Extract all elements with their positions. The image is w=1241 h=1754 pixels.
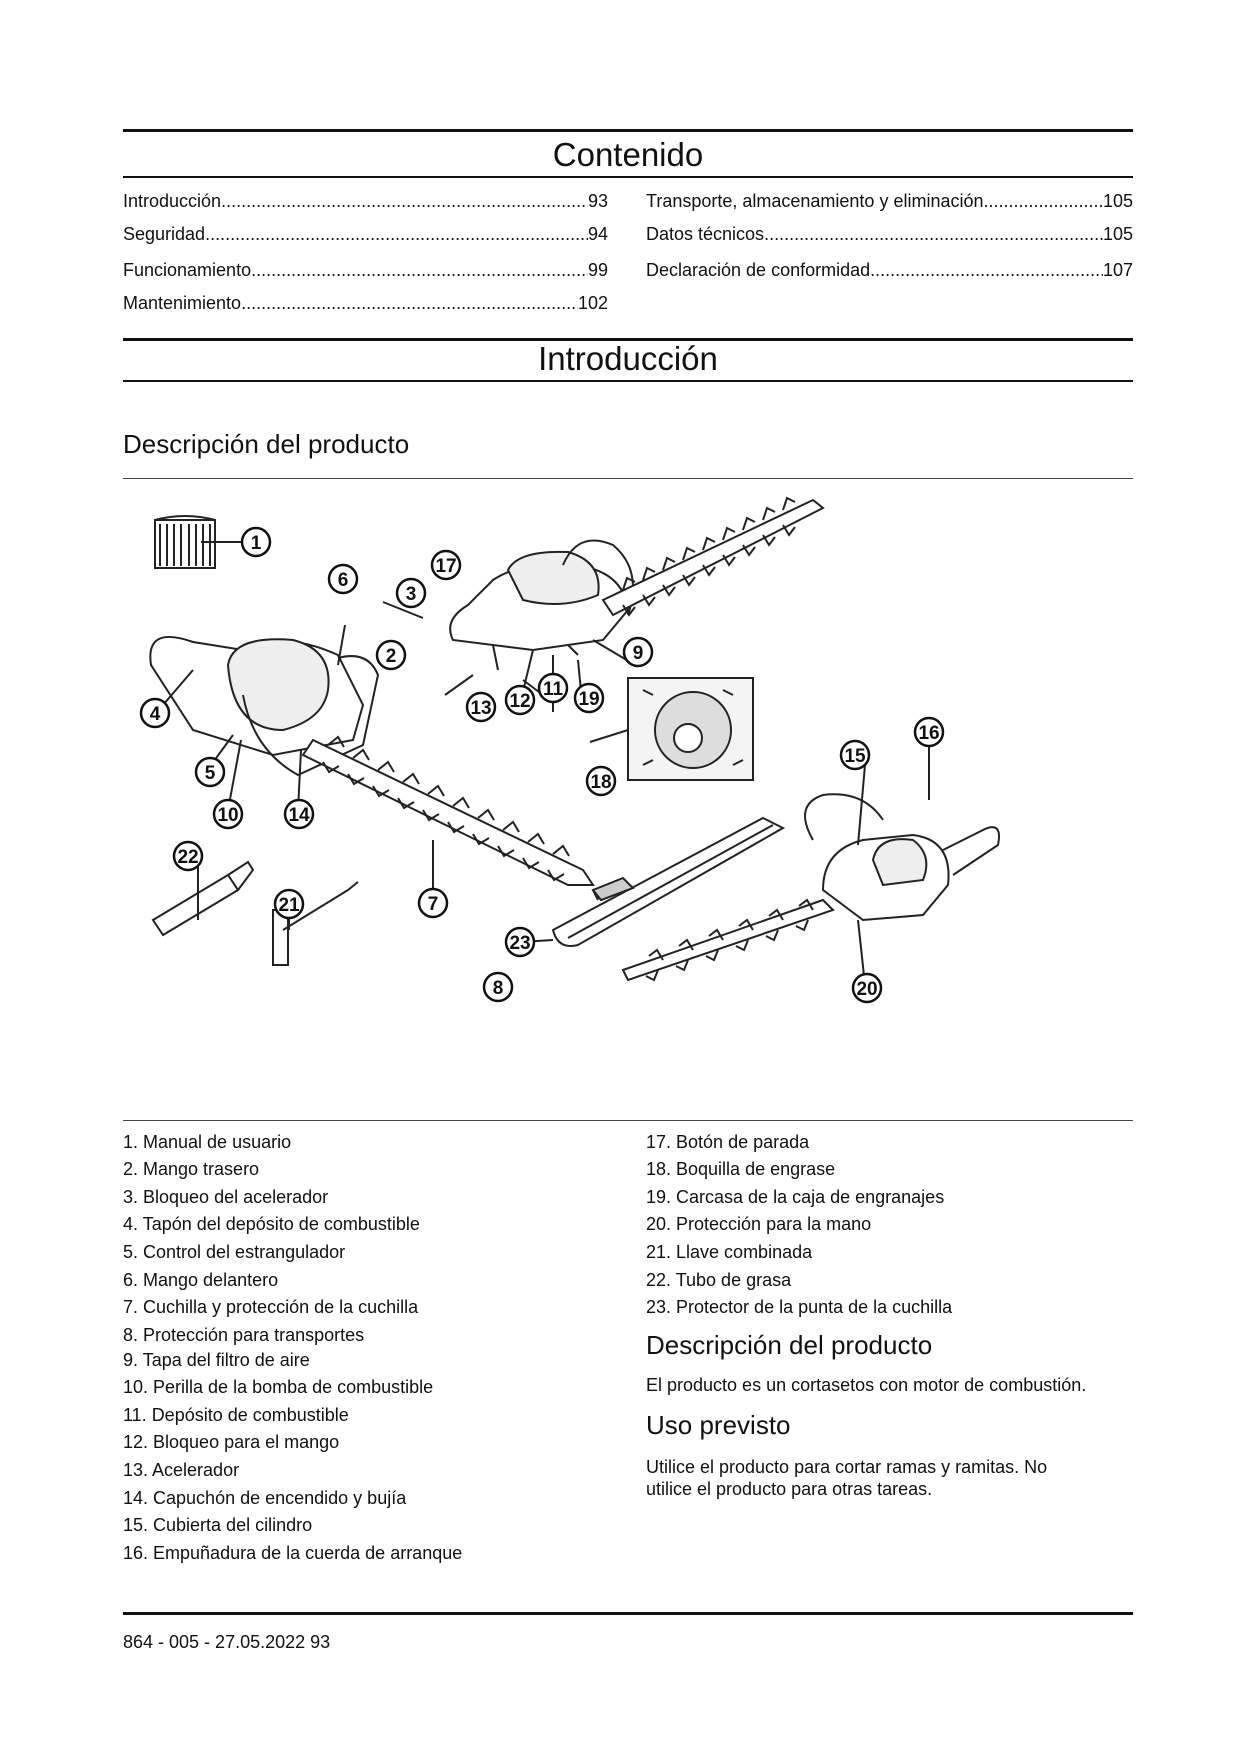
callout-label: 11 [542,679,564,700]
callout-12 [506,686,534,714]
toc-entry-page: 105 [1102,224,1133,244]
callout-label: 5 [204,763,216,784]
part-item: 20. Protección para la mano [646,1214,872,1234]
callout-20 [853,974,881,1002]
part-item: 17. Botón de parada [646,1132,810,1152]
callout-label: 23 [509,933,531,954]
toc-entry-datos-tecnicos[interactable] [646,223,1133,245]
part-item: 7. Cuchilla y protección de la cuchilla [123,1297,419,1317]
callout-5 [196,758,224,786]
part-item: 9. Tapa del filtro de aire [123,1350,310,1370]
callout-label: 22 [177,847,199,868]
part-item: 13. Acelerador [123,1460,240,1480]
toc-title: Contenido [552,136,704,173]
callout-10 [214,800,242,828]
callout-label: 1 [250,533,262,554]
callout-3 [397,579,425,607]
callout-14 [285,800,313,828]
toc-entry-page: 107 [1102,260,1133,280]
callout-label: 10 [217,805,239,826]
callout-23 [506,928,534,956]
callout-6 [329,565,357,593]
callout-label: 14 [288,805,310,826]
diagram-bottom-rule [123,1120,1133,1121]
part-item: 16. Empuñadura de la cuerda de arranque [123,1543,463,1563]
callout-8 [484,973,512,1001]
toc-entry-label: Transporte, almacenamiento y eliminación [646,191,984,211]
callout-label: 13 [470,698,492,719]
toc-entry-label: Funcionamiento [123,260,252,280]
callout-label: 15 [844,746,866,767]
part-item: 3. Bloqueo del acelerador [123,1187,329,1207]
toc-entry-page: 93 [587,191,608,211]
callout-label: 18 [590,772,612,793]
part-item: 11. Depósito de combustible [123,1405,349,1425]
section-rule-bottom [123,380,1133,382]
callout-label: 21 [278,895,300,916]
callout-1 [242,528,270,556]
part-item: 18. Boquilla de engrase [646,1159,836,1179]
toc-entry-page: 94 [587,224,608,244]
footer-rule [123,1612,1133,1615]
toc-title-rule [123,176,1133,178]
callout-15 [841,741,869,769]
description-text: El producto es un cortasetos con motor de combustión. [646,1375,1087,1395]
callout-label: 4 [149,704,161,725]
callout-label: 3 [405,584,417,605]
part-item: 2. Mango trasero [123,1159,260,1179]
grease-tube-drawing [153,862,253,935]
callout-label: 16 [918,723,940,744]
callout-19 [575,684,603,712]
callout-22 [174,842,202,870]
callout-label: 17 [435,556,457,577]
callout-16 [915,718,943,746]
part-item: 6. Mango delantero [123,1270,279,1290]
top-rule [123,129,1133,132]
part-item: 23. Protector de la punta de la cuchilla [646,1297,953,1317]
part-item: 5. Control del estrangulador [123,1242,346,1262]
callout-7 [419,889,447,917]
footer-text: 864 - 005 - 27.05.2022 93 [123,1632,331,1652]
toc-entry-label: Mantenimiento [123,293,242,313]
toc-entry-transporte[interactable] [646,190,1133,212]
callout-2 [377,641,405,669]
toc-entry-page: 99 [587,260,608,280]
callout-label: 20 [856,979,878,1000]
callout-18 [587,767,615,795]
callout-label: 8 [492,978,504,999]
part-item: 21. Llave combinada [646,1242,813,1262]
callout-21 [275,890,303,918]
intended-use-text: Utilice el producto para cortar ramas y ramitas. No utilice el producto para otras tareas. [646,1457,1048,1499]
part-item: 12. Bloqueo para el mango [123,1432,340,1452]
callout-label: 12 [509,691,531,712]
part-item: 15. Cubierta del cilindro [123,1515,313,1535]
toc-entry-introduccion[interactable] [123,190,608,212]
intended-use-heading: Uso previsto [646,1410,791,1440]
description-heading: Descripción del producto [646,1330,933,1360]
toc-entry-seguridad[interactable] [123,223,608,245]
part-item: 8. Protección para transportes [123,1325,365,1345]
part-item: 22. Tubo de grasa [646,1270,792,1290]
callout-13 [467,693,495,721]
callout-label: 2 [385,646,397,667]
toc-entry-label: Introducción [123,191,222,211]
toc-entry-label: Datos técnicos [646,224,765,244]
part-item: 14. Capuchón de encendido y bujía [123,1488,407,1508]
part-item: 19. Carcasa de la caja de engranajes [646,1187,945,1207]
toc-entry-funcionamiento[interactable] [123,259,608,281]
product-heading-rule [123,478,1133,479]
hedge-trimmer-top-drawing [450,498,823,650]
callout-17 [432,551,460,579]
product-heading: Descripción del producto [123,429,410,459]
toc-entry-mantenimiento[interactable] [123,292,608,314]
toc-entry-page: 102 [577,293,608,313]
product-diagram [123,490,1133,1090]
section-title: Introducción [538,340,718,377]
callout-label: 9 [632,643,644,664]
callout-label: 19 [578,689,600,710]
callout-9 [624,638,652,666]
callout-label: 6 [337,570,349,591]
callout-4 [141,699,169,727]
toc-entry-declaracion[interactable] [646,259,1133,281]
part-item: 4. Tapón del depósito de combustible [123,1214,420,1234]
toc-entry-label: Seguridad [123,224,206,244]
gearbox-detail-drawing [628,678,753,780]
callout-11 [539,674,567,702]
callout-label: 7 [427,894,439,915]
part-item: 1. Manual de usuario [123,1132,292,1152]
toc-entry-page: 105 [1102,191,1133,211]
toc-entry-label: Declaración de conformidad [646,260,871,280]
part-item: 10. Perilla de la bomba de combustible [123,1377,434,1397]
